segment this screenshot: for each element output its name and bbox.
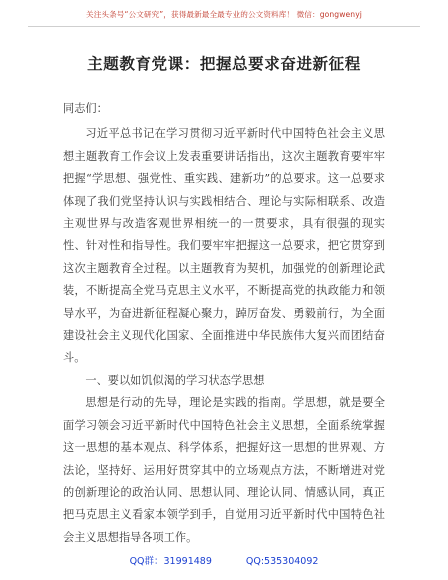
footer-qq-group: QQ群：31991489: [129, 556, 212, 567]
footer-contact: [0, 553, 448, 567]
document-title: 主题教育党课：把握总要求奋进新征程: [87, 55, 361, 73]
salutation: 同志们：: [63, 102, 108, 115]
body-paragraph-intro: 习近平总书记在学习贯彻习近平新时代中国特色社会主义思想主题教育工作会议上发表重要讲话指出，这次主题教育要牢牢把握“学思想、强党性、重实践、建新功”的总要求。这一总要求体现了我们党坚持认识与实践相结合、理论与实际相联系、改造主观世界与改造客观世界相统一的一贯要求，具有很强的现实性、针对性和指导性。我们要牢牢把握这一总要求，把它贯穿到这次主题教育全过程。以主题教育为契机，加强党的创新理论武装，不断提高全党马克思主义水平，不断提高党的执政能力和领导水平，为奋进新征程凝心聚力，踔厉奋发、勇毅前行，为全面建设社会主义现代化国家、全面推进中华民族伟大复兴而团结奋斗。: [63, 127, 385, 365]
footer-qq: QQ:535304092: [245, 556, 319, 567]
section-heading-1: 一、要以如饥似渴的学习状态学思想: [85, 373, 265, 387]
body-paragraph-section-1: 思想是行动的先导，理论是实践的指南。学思想，就是要全面学习领会习近平新时代中国特色社会主义思想，全面系统掌握这一思想的基本观点、科学体系，把握好这一思想的世界观、方法论，坚持好、运用好贯穿其中的立场观点方法，不断增进对党的创新理论的政治认同、思想认同、理论认同、情感认同，真正把马克思主义看家本领学到手，自觉用习近平新时代中国特色社会主义思想指导各项工作。: [63, 396, 385, 544]
document-body: [63, 98, 385, 549]
header-promo-note: 关注头条号“公文研究”，获得最新最全最专业的公文资料库！ 微信：gongwenyj: [28, 9, 420, 27]
